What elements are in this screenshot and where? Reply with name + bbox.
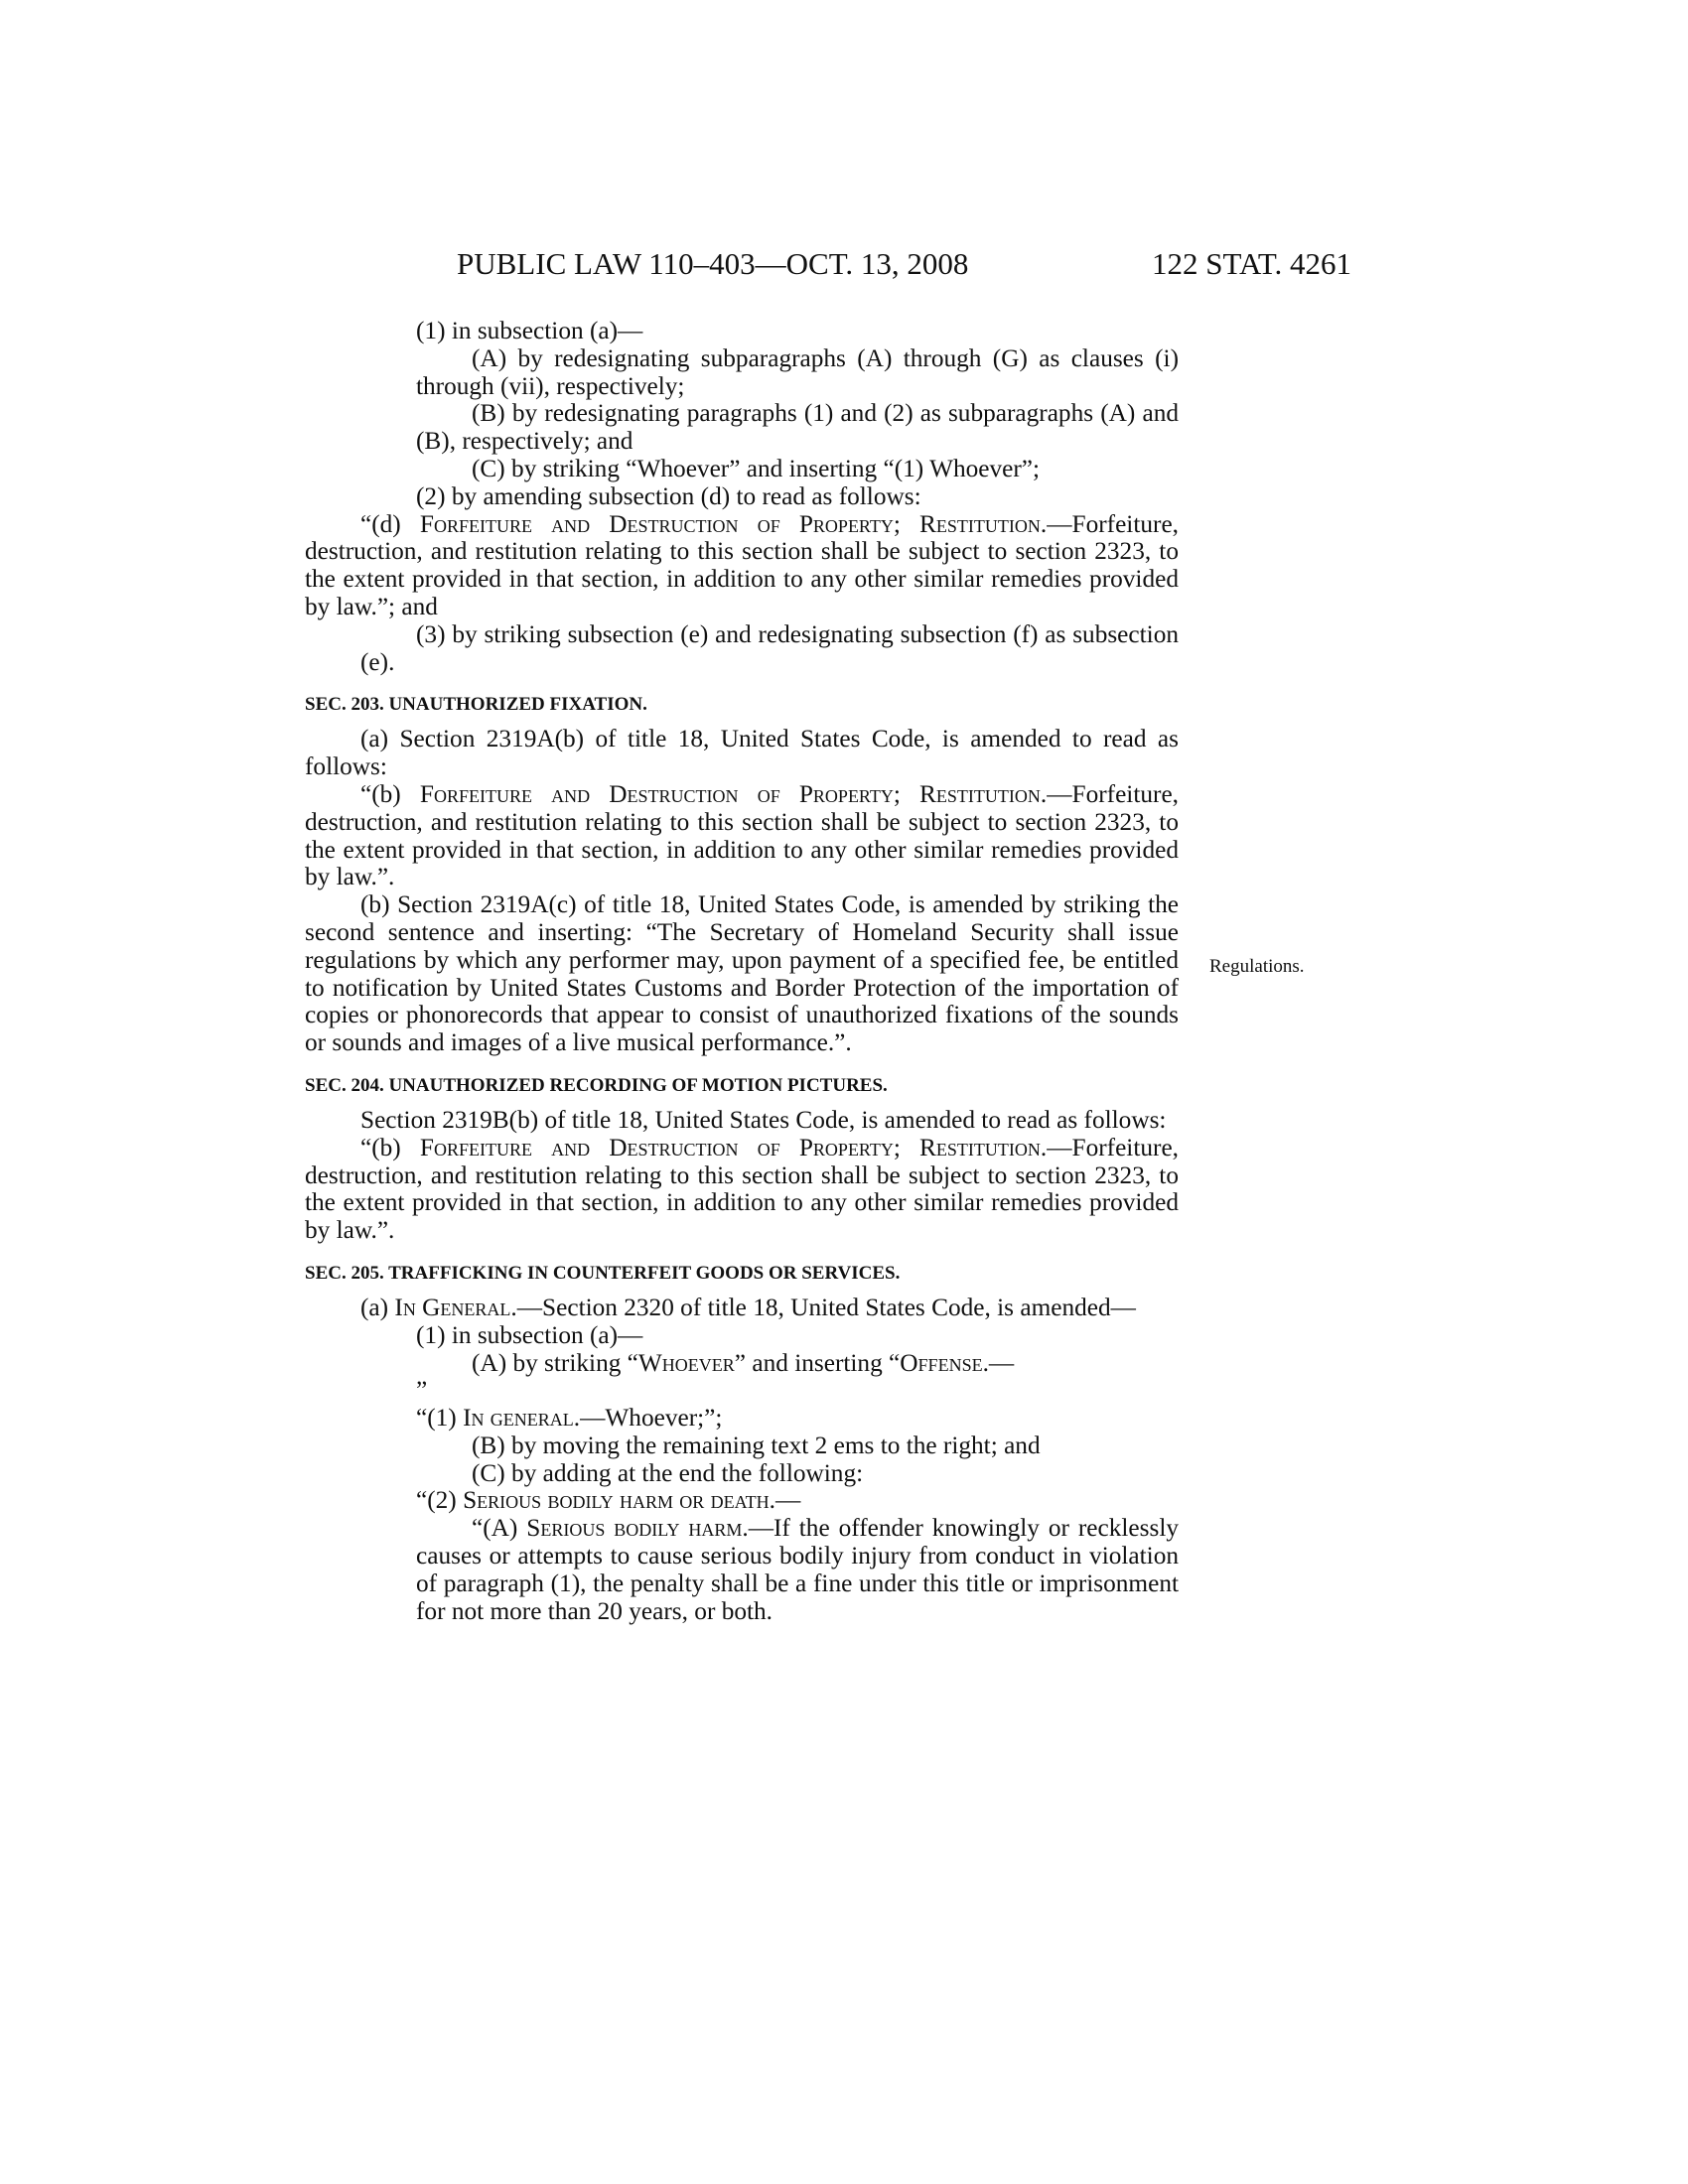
paragraph: (1) in subsection (a)— [416, 1320, 643, 1349]
para-lead: (a) [360, 1293, 395, 1321]
marginal-note: Regulations. [1209, 956, 1305, 977]
paragraph [305, 1350, 1179, 1378]
section-heading: SEC. 204. UNAUTHORIZED RECORDING OF MOTION PICTURES. [305, 1074, 888, 1096]
quoted-paragraph [305, 1515, 1179, 1625]
page-header [0, 246, 1688, 286]
section-heading: SEC. 205. TRAFFICKING IN COUNTERFEIT GOODS OR SERVICES. [305, 1262, 901, 1284]
paragraph: (a) Section 2319A(b) of title 18, United States Code, is amended to read as follows: [305, 725, 1179, 781]
quote-lead: “(2) [416, 1486, 464, 1515]
paragraph: (b) Section 2319A(c) of title 18, United States Code, is amended by striking the second sentence and inserting: “The Secretary of Homeland Security shall issue regulations by which any performer may, upon payment of a specified fee, be entitled to notification by United States Customs and Border Protection of the importation of copies or phonorecords that appear to consist of unauthorized fixations of the sounds or sounds and images of a live musical performance.”. [305, 890, 1179, 1057]
quote-heading: In general. [463, 1404, 581, 1433]
quote-text: —Whoever;”; [580, 1404, 723, 1433]
quoted-paragraph [305, 511, 1179, 621]
paragraph: (3) by striking subsection (e) and redesignating subsection (f) as subsection (e). [360, 619, 1179, 676]
quote-text: —If the offender knowingly or recklessly causes or attempts to cause serious bodily injury from conduct in violation of paragraph (1), the penalty shall be a fine under this title or imprisonment for not more than 20 years, or both. [416, 1514, 1179, 1625]
paragraph: (2) by amending subsection (d) to read as follows: [416, 481, 921, 510]
paragraph: (1) in subsection (a)— [416, 317, 643, 344]
quote-heading: Forfeiture and Destruction of Property; Restitution. [419, 779, 1048, 808]
quoted-paragraph [305, 1135, 1179, 1245]
paragraph: (B) by redesignating paragraphs (1) and (2) as subparagraphs (A) and (B), respectively; and [416, 399, 1179, 456]
paragraph: (C) by adding at the end the following: [472, 1458, 864, 1487]
quote-text: —Forfeiture, destruction, and restitution relating to this section shall be subject to section 2323, to the extent provided in that section, in addition to any other similar remedies provided by law.”; and [305, 509, 1179, 620]
quote-heading: Serious bodily harm. [526, 1514, 749, 1543]
paragraph [305, 1295, 1179, 1322]
para-text: —Section 2320 of title 18, United States Code, is amended— [516, 1293, 1136, 1321]
page-number: 122 STAT. 4261 [1152, 246, 1352, 281]
section-heading: SEC. 203. UNAUTHORIZED FIXATION. [305, 694, 647, 716]
quote-heading: Serious bodily harm or death. [463, 1486, 775, 1515]
quoted-paragraph [305, 1405, 1179, 1433]
paragraph: (A) by redesignating subparagraphs (A) through (G) as clauses (i) through (vii), respectively; [416, 343, 1179, 400]
text-run-sc: Whoever [637, 1348, 735, 1377]
quote-text: —Forfeiture, destruction, and restitution relating to this section shall be subject to section 2323, to the extent provided in that section, in addition to any other similar remedies provided by law.”. [305, 779, 1179, 891]
quote-lead: “(A) [472, 1514, 527, 1543]
quote-text: — [774, 1486, 801, 1515]
quote-lead: “(1) [416, 1404, 464, 1433]
paragraph: (B) by moving the remaining text 2 ems to the right; and [472, 1431, 1041, 1459]
quote-lead: “(d) [360, 509, 420, 538]
text-run-sc: Offense. [900, 1348, 989, 1377]
quote-text: —Forfeiture, destruction, and restitution relating to this section shall be subject to section 2323, to the extent provided in that section, in addition to any other similar remedies provided by law.”. [305, 1133, 1179, 1245]
quoted-paragraph [305, 781, 1179, 891]
paragraph: Section 2319B(b) of title 18, United States Code, is amended to read as follows: [360, 1105, 1167, 1134]
text-run: — [988, 1348, 1015, 1377]
document-body [305, 318, 1179, 1625]
paragraph: (C) by striking “Whoever” and inserting “(1) Whoever”; [472, 454, 1041, 482]
text-run: ” and inserting “ [734, 1348, 901, 1377]
running-head: PUBLIC LAW 110–403—OCT. 13, 2008 [457, 246, 969, 281]
quoted-paragraph [305, 1487, 1179, 1515]
closing-quote: ” [416, 1376, 428, 1405]
quote-lead: “(b) [360, 1133, 420, 1161]
text-run: (A) by striking “ [472, 1348, 638, 1377]
quote-heading: Forfeiture and Destruction of Property; Restitution. [419, 509, 1048, 538]
quote-lead: “(b) [360, 779, 420, 808]
quote-heading: Forfeiture and Destruction of Property; Restitution. [419, 1133, 1048, 1161]
para-heading: In General. [394, 1293, 517, 1321]
